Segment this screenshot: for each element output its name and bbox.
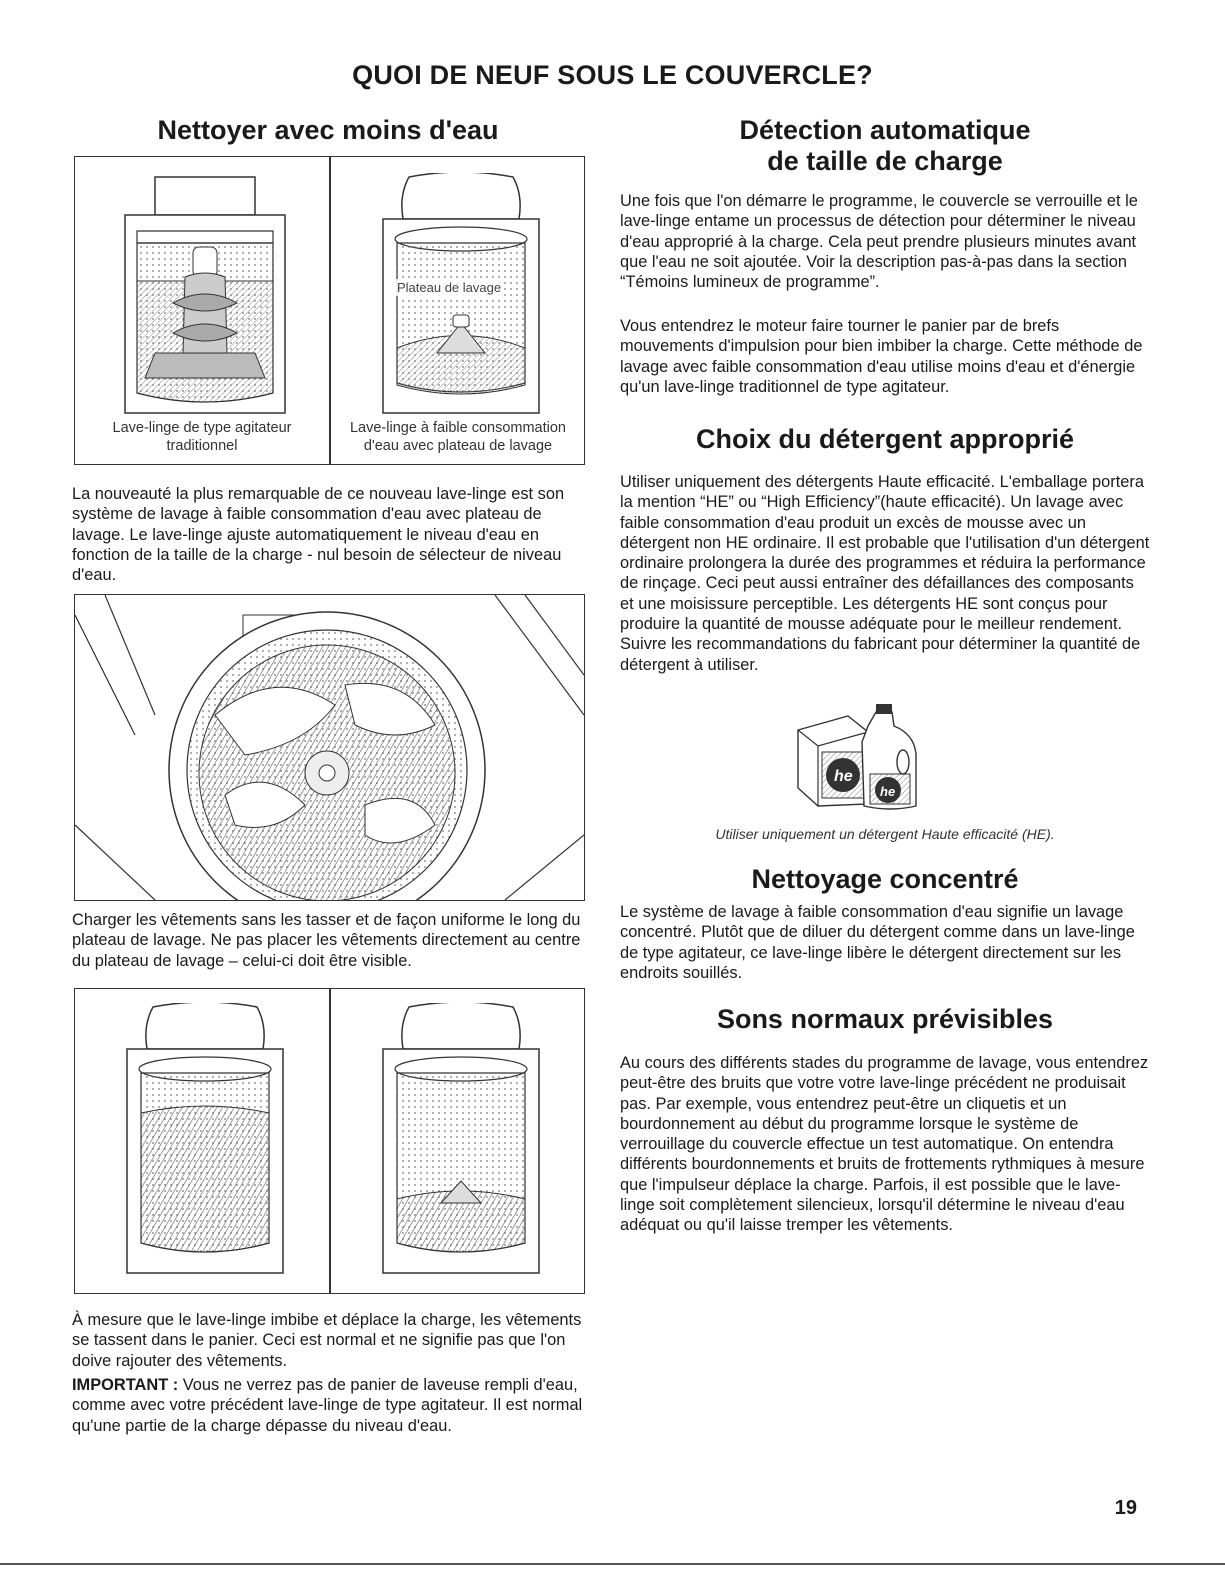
heading-line: de taille de charge <box>767 146 1003 176</box>
caption-line: Lave-linge à faible consommation <box>349 420 566 436</box>
he-detergent-illustration <box>790 702 930 812</box>
caption-agitator <box>75 419 329 455</box>
he-logo-text-box: he <box>834 768 853 785</box>
paragraph-settling: À mesure que le lave-linge imbibe et déplace la charge, les vêtements se tassent dans le panier. Ceci est normal et ne signifie pas que l'on doive rajouter des vêtements. <box>72 1311 582 1370</box>
figure-load-top-view <box>74 594 585 901</box>
section-heading-sounds: Sons normaux prévisibles <box>716 1004 1054 1034</box>
paragraph-detection-1: Une fois que l'on démarre le programme, le couvercle se verrouille et le lave-linge entame un processus de détection pour déterminer le niveau d'eau approprié à la charge. Cela peut prendre plusieurs minutes avant que l'eau ne soit ajoutée. Voir la description pas-à-pas dans la section “Témoins lumineux de programme”. <box>620 192 1138 292</box>
figure-washer-comparison <box>74 156 585 465</box>
agitator-washer-illustration <box>115 173 295 421</box>
paragraph-concentrated: Le système de lavage à faible consommation d'eau signifie un lavage concentré. Plutôt que de diluer du détergent comme dans un lave-linge de type agitateur, ce lave-linge libère le détergent directement sur les endroits souillés. <box>620 903 1135 982</box>
caption-low-water <box>331 419 585 455</box>
page-number: 19 <box>1114 1497 1137 1519</box>
important-label: IMPORTANT : <box>72 1376 179 1394</box>
wash-plate-label: Plateau de lavage <box>397 280 502 295</box>
paragraph-important <box>72 1375 584 1436</box>
paragraph-loading: Charger les vêtements sans les tasser et de façon uniforme le long du plateau de lavage. Ne pas placer les vêtements directement au centre du plateau de lavage – celui-ci doit être visible. <box>72 911 581 970</box>
section-heading-less-water: Nettoyer avec moins d'eau <box>157 115 499 145</box>
loaded-washer-right-illustration <box>371 1003 551 1283</box>
page-title: QUOI DE NEUF SOUS LE COUVERCLE? <box>352 60 873 90</box>
caption-line: Lave-linge de type agitateur <box>112 420 292 436</box>
section-heading-detergent: Choix du détergent approprié <box>695 424 1075 454</box>
paragraph-sounds: Au cours des différents stades du programme de lavage, vous entendrez peut-être des bruits que votre votre lave-linge précédent ne produisait pas. Par exemple, vous entendrez peut-être un cliquetis et un bourdonnement au début du programme lorsque le système de verrouillage du couvercle effectue un test automatique. On entendra différents bourdonnements et bruits de frottements rythmiques à mesure que l'impulseur déplace la charge. Parfois, il est possible que le lave-linge soit complètement silencieux, lorsqu'il détermine le niveau d'eau adéquat ou qu'il laisse tremper les vêtements. <box>620 1054 1149 1235</box>
caption-line: traditionnel <box>166 438 238 454</box>
paragraph-detection-2: Vous entendrez le moteur faire tourner le panier par de brefs mouvements d'impulsion pour bien imbiber la charge. Cette méthode de lavage avec faible consommation d'eau utilise moins d'eau et d'énergie qu'un lave-linge traditionnel de type agitateur. <box>620 317 1143 396</box>
detergent-caption: Utiliser uniquement un détergent Haute efficacité (HE). <box>715 826 1055 842</box>
paragraph-intro: La nouveauté la plus remarquable de ce nouveau lave-linge est son système de lavage à faible consommation d'eau avec plateau de lavage. Le lave-linge ajuste automatiquement le niveau d'eau en fonction de la taille de la charge - nul besoin de sélecteur de niveau d'eau. <box>72 485 565 585</box>
section-heading-concentrated: Nettoyage concentré <box>751 864 1019 894</box>
heading-line: Détection automatique <box>739 115 1031 145</box>
he-logo-text-bottle: he <box>880 784 896 799</box>
caption-line: d'eau avec plateau de lavage <box>363 438 553 454</box>
paragraph-detergent: Utiliser uniquement des détergents Haute efficacité. L'emballage portera la mention “HE” ou “High Efficiency”(haute efficacité). Un lavage avec faible consommation d'eau produit un excès de mousse avec un détergent non HE ordinaire. Il est probable que l'utilisation d'un détergent ordinaire prolongera la durée des programmes et réduira la performance de rinçage. Ceci peut aussi entraîner des défaillances des composants et une moisissure perceptible. Les détergents HE sont conçus pour produire la quantité de mousse adéquate pour le meilleur rendement. Suivre les recommandations du fabricant pour déterminer la quantité de détergent à utiliser. <box>620 473 1150 674</box>
loaded-washer-left-illustration <box>115 1003 295 1283</box>
low-water-washer-illustration <box>371 173 551 421</box>
figure-load-settling <box>74 988 585 1294</box>
washer-top-view-illustration <box>75 595 584 900</box>
bottom-rule <box>0 1563 1225 1565</box>
important-text: Vous ne verrez pas de panier de laveuse rempli d'eau, comme avec votre précédent lave-linge de type agitateur. Il est normal qu'une partie de la charge dépasse du niveau d'eau. <box>72 1376 583 1435</box>
section-heading-load-detection <box>620 115 1150 177</box>
